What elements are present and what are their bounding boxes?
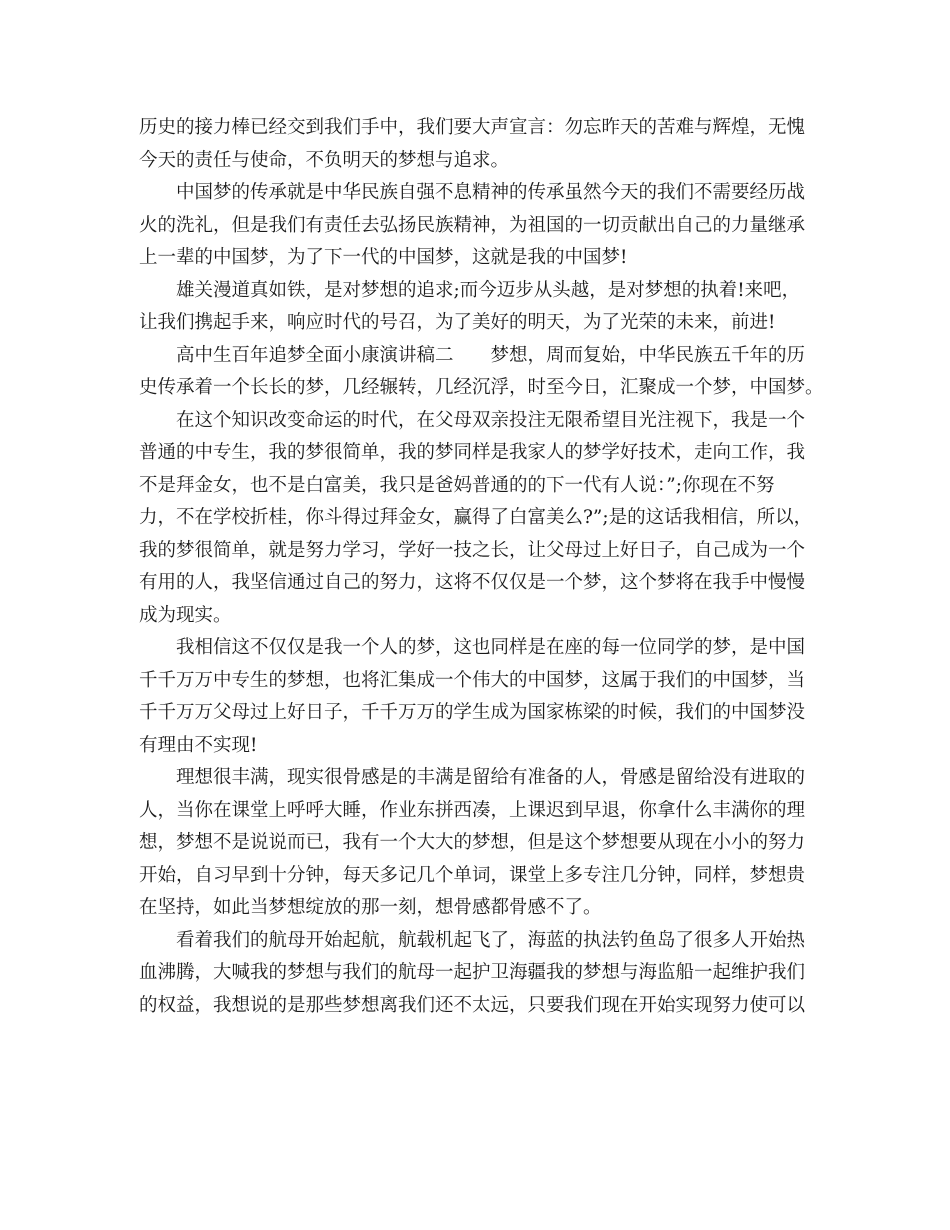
text-line: 血沸腾，大喊我的梦想与我们的航母一起护卫海疆我的梦想与海监船一起维护我们	[139, 962, 806, 983]
text-line: 今天的责任与使命，不负明天的梦想与追求。	[139, 149, 510, 171]
text-line: 我相信这不仅仅是我一个人的梦，这也同样是在座的每一位同学的梦，是中国	[176, 637, 806, 658]
text-line: 历史的接力棒已经交到我们手中，我们要大声宣言：勿忘昨天的苦难与辉煌，无愧	[139, 117, 806, 138]
text-line: 普通的中专生，我的梦很简单，我的梦同样是我家人的梦学好技术，走向工作，我	[139, 442, 806, 463]
text-line: 的权益，我想说的是那些梦想离我们还不太远，只要我们现在开始实现努力使可以	[139, 994, 806, 1016]
text-line: 开始，自习早到十分钟，每天多记几个单词，课堂上多专注几分钟，同样，梦想贵	[139, 864, 806, 886]
text-line: 让我们携起手来，响应时代的号召，为了美好的明天，为了光荣的未来，前进!	[139, 312, 776, 333]
text-line: 火的洗礼，但是我们有责任去弘扬民族精神，为祖国的一切贡献出自己的力量继承	[139, 214, 806, 236]
text-line: 中国梦的传承就是中华民族自强不息精神的传承虽然今天的我们不需要经历战	[176, 182, 806, 203]
text-line: 人，当你在课堂上呼呼大睡，作业东拼西凑，上课迟到早退，你拿什么丰满你的理	[139, 799, 806, 821]
text-line: 想，梦想不是说说而已，我有一个大大的梦想，但是这个梦想要从现在小小的努力	[139, 832, 806, 853]
text-line: 看着我们的航母开始起航，航载机起飞了，海蓝的执法钓鱼岛了很多人开始热	[176, 929, 806, 951]
text-line: 理想很丰满，现实很骨感是的丰满是留给有准备的人，骨感是留给没有进取的	[176, 767, 806, 788]
text-line: 高中生百年追梦全面小康演讲稿二 梦想，周而复始，中华民族五千年的历	[176, 344, 806, 366]
text-line: 成为现实。	[139, 604, 232, 626]
text-line: 千千万万父母过上好日子，千千万万的学生成为国家栋梁的时候，我们的中国梦没	[139, 702, 806, 723]
text-line: 我的梦很简单，就是努力学习，学好一技之长，让父母过上好日子，自己成为一个	[139, 539, 806, 561]
text-line: 在坚持，如此当梦想绽放的那一刻，想骨感都骨感不了。	[139, 897, 602, 918]
text-line: 千千万万中专生的梦想，也将汇集成一个伟大的中国梦，这属于我们的中国梦，当	[139, 669, 806, 691]
text-line: 力，不在学校折桂，你斗得过拜金女，赢得了白富美么?”;是的这话我相信，所以，	[139, 507, 813, 528]
document-body	[139, 112, 824, 1022]
text-line: 雄关漫道真如铁，是对梦想的追求;而今迈步从头越，是对梦想的执着!来吧，	[176, 279, 801, 301]
text-line: 上一辈的中国梦，为了下一代的中国梦，这就是我的中国梦!	[139, 247, 628, 268]
text-line: 史传承着一个长长的梦，几经辗转，几经沉浮，时至今日，汇聚成一个梦，中国梦。	[139, 377, 824, 398]
text-line: 有用的人，我坚信通过自己的努力，这将不仅仅是一个梦，这个梦将在我手中慢慢	[139, 572, 806, 593]
text-line: 不是拜金女，也不是白富美，我只是爸妈普通的的下一代有人说：”;你现在不努	[139, 474, 775, 496]
text-line: 在这个知识改变命运的时代，在父母双亲投注无限希望目光注视下，我是一个	[176, 409, 806, 431]
text-line: 有理由不实现!	[139, 734, 258, 756]
